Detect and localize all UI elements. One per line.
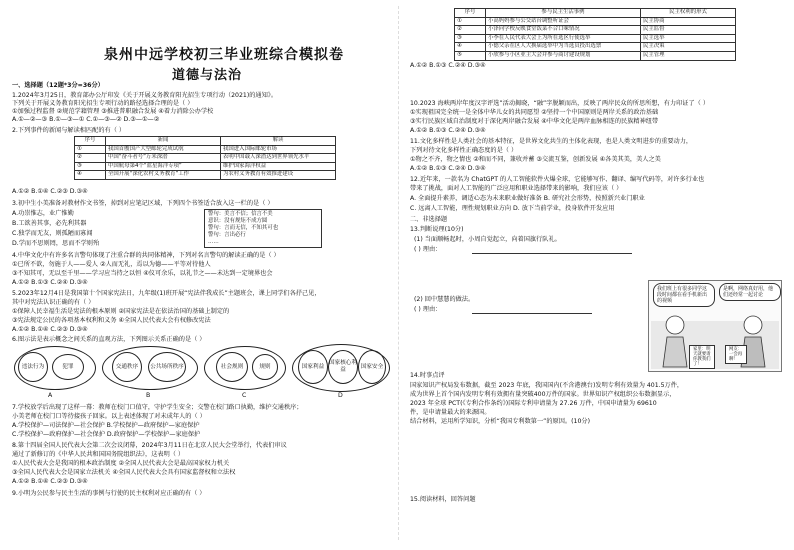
table-cell: 维护国家海洋权益	[221, 162, 336, 171]
q14-line-3: 2023 年全球 PCT(《专利合作条约》)国际专利申请量为 27.26 万件，中国申请量为 69610	[410, 400, 657, 407]
q14-line-4: 件，是申请量最大的来源国。	[410, 409, 491, 416]
q3-line-1: 3.初中生小美准备对教材作文书签，掉到对应笔记区域，下列四个书签适合放入这一栏的是（ ）	[12, 200, 274, 207]
q6-stem: 6.图示法是表示概念之间关系的直观方法，下列图示关系正确的是（ ）	[12, 336, 206, 343]
q13-part2-answer: ( ) 理由：	[414, 306, 442, 313]
q9-stem: 9.小明为公民参与民主生活的事例与行使的民主权利对应正确的有（ ）	[12, 490, 206, 497]
cartoon-right-bubble: 是啊，网络真好用，他们还经常一起讨论	[719, 283, 781, 301]
q2-stem: 2.下列事件的新闻与解读相匹配的有（ ）	[12, 127, 126, 134]
q5-line-4: ③宪法规定公民的各项基本权利和义务 ④全国人民代表大会有权修改宪法	[12, 317, 211, 324]
diagram-d-label: 国家利益	[298, 350, 328, 384]
diagram-label-a: A	[48, 392, 53, 399]
q13-part1: (1) 当面顺畅起时，小周自觉起立，向着国旗行队礼。	[414, 236, 561, 243]
q13-part1-answer: ( ) 理由：	[414, 246, 442, 253]
section-choice-heading: 一、选择题（12题*3分=36分）	[12, 82, 104, 89]
table-row	[455, 17, 736, 26]
table-cell: 小李在人民代表大会上为所在选区行使选举	[486, 34, 641, 43]
q11-options: A.①② B.①③ C.②④ D.③④	[410, 165, 486, 172]
table-cell: 小高妈妈参与公交站台调整听证会	[486, 17, 641, 26]
diagram-label-b: B	[146, 392, 151, 399]
table-cell: 中国“奋斗者号”万米深潜	[106, 154, 221, 163]
table-row	[75, 171, 336, 180]
bookmark-line: 警句：言出必行	[208, 232, 246, 238]
table-row	[75, 154, 336, 163]
q15-heading: 15.阅读材料，回答问题	[410, 496, 476, 503]
q8-line-1: 8.第十四届全国人民代表大会第二次会议闭幕，2024年3月11日在北京人民大会堂举行，代表们审议	[12, 442, 287, 449]
table-cell: 民主监督	[641, 26, 736, 35]
table-cell: 我国首艘国产大型邮轮完成试航	[106, 145, 221, 154]
table-row	[455, 51, 736, 60]
q4-line-1: 4.中华文化中有许多名言警句体现了注重合群的共同体精神，下列对名言警句的解读正确的是（ ）	[12, 252, 280, 259]
table-cell: 民主决策	[641, 43, 736, 52]
q11-line-2: 下列对待文化多样性正确态度的是（ ）	[410, 147, 518, 154]
bookmark-line: 警句：言而无信，不知其可也	[208, 225, 279, 231]
cartoon-right-caption: 网友：一会再聊！	[725, 345, 747, 364]
table-cell: ②	[455, 26, 486, 35]
table-cell: 民主选举	[641, 34, 736, 43]
q11-line-1: 11.文化多样性是人类社会的基本特征，是世界文化共生的主体化表现，也是人类文明进步的重要动力，	[410, 138, 693, 145]
diagram-c-inner: 规则	[252, 354, 278, 380]
q3-option-c: C.独学而无友，则孤陋而寡闻	[12, 230, 93, 237]
q8-line-3: ①人民代表大会是我国的根本政治制度 ②全国人民代表大会是最高国家权力机关	[12, 460, 230, 467]
q4-options: A.①② B.①③ C.②④ D.③④	[12, 279, 88, 286]
bookmark-line: ……	[208, 239, 219, 245]
q9-options: A.①② B.①③ C.②④ D.③④	[410, 62, 486, 69]
school-title: 泉州中远学校初三毕业班综合模拟卷	[104, 47, 344, 63]
q14-line-5: 结合材料，运用所学知识，分析“我国专利数第一”的原因。(10分)	[410, 418, 590, 425]
q12-line-3: A. 全面提升素养，调适心态为未来职业做好准备 B. 研究社会形势，按照新兴业门职业	[410, 195, 645, 202]
q13-heading: 13.判断说理(10分)	[410, 226, 464, 233]
q10-line-1: 10.2023 海峡两岸年度汉字评选”活动揭晓，“融”字脱颖而出，反映了两岸民众的所思所想，有力印证了（ ）	[410, 100, 710, 107]
table-cell: 我国进入国际邮轮市场	[221, 145, 336, 154]
q10-line-2: ①实现祖国完全统一是全体中华儿女的共同愿望 ②坚持一个中国原则是两岸关系的政治基础	[410, 109, 659, 116]
table-cell: 小欣参与小区业主大会并参与商讨建设规划	[486, 51, 641, 60]
q2-table	[74, 136, 336, 180]
table-cell: ④	[455, 43, 486, 52]
q14-line-1: 国家知识产权局发布数据，截至 2023 年底，我国国内(不含港澳台)发明专利有效量为 401.5万件，	[410, 382, 684, 389]
table-row	[455, 43, 736, 52]
bookmark-line: 警句：美言不信；信言不美	[208, 211, 273, 217]
table-cell: 民主协商	[641, 17, 736, 26]
q9-table-header: 民主权利的形式	[641, 9, 736, 18]
table-cell: ④	[75, 171, 106, 180]
q8-options: A.①② B.①④ C.②③ D.③④	[12, 478, 88, 485]
table-row	[455, 26, 736, 35]
table-cell: 全国开展“深化农村义务教育”工作	[106, 171, 221, 180]
q4-line-2: ①已所不欲，勿施于人——爱人 ②人而无礼，焉以为德——平等对待他人	[12, 261, 211, 268]
q2-options: A.①② B.①④ C.②③ D.③④	[12, 188, 88, 195]
q10-line-3: ③实行民族区域自治制度对于深化两岸融合发展 ④中华文化是两岸血脉相连的民族精神纽带	[410, 118, 659, 125]
q2-table-header: 新闻	[106, 137, 221, 146]
cartoon-left-bubble: 我们班上有很多同学这段时间都在看手机新出的视频	[653, 283, 715, 307]
q9-table-header: 序号	[455, 9, 486, 18]
table-cell: 中国航母第4个“蓝星海洋专项”	[106, 162, 221, 171]
diagram-b-label: 交通秩序	[112, 352, 142, 382]
column-divider	[398, 6, 399, 540]
q9-table-header: 参与民主生活事例	[486, 9, 641, 18]
table-row	[455, 34, 736, 43]
table-cell: ①	[75, 145, 106, 154]
q3-option-d: D.学而不思则罔，思而不学则殆	[12, 240, 100, 247]
diagram-c-label: 社会规则	[216, 352, 248, 382]
q3-option-a: A.功崇惟志，业广惟勤	[12, 210, 74, 217]
q12-line-1: 12.近年来，一款名为 ChatGPT 的人工智能软件火爆全球，它能够写作、翻译、编写代码等，对许多行业也	[410, 176, 705, 183]
subject-title: 道德与法治	[172, 68, 243, 83]
table-cell: ①	[455, 17, 486, 26]
q10-options: A.①② B.①③ C.②④ D.③④	[410, 127, 486, 134]
q13-part2-answer-line	[472, 313, 592, 314]
q1-line-2: 下列关于开展义务教育阳光招生专项行动的路径选择合理的是（ ）	[12, 100, 194, 107]
section-nonchoice-heading: 二、非选择题	[410, 216, 448, 223]
q12-line-4: C. 远离人工智能，理性规划职业方向 D. 放下当前学业，投身软件开发应用	[410, 205, 615, 212]
table-cell: 小泽向学校反映食堂饭菜不合口味情况	[486, 26, 641, 35]
table-cell: ②	[75, 154, 106, 163]
q5-line-3: ①保障人民幸福生活是宪法的根本原则 ②国家宪法是在依法治国的基础上制定的	[12, 308, 230, 315]
q5-options: A.①② B.①④ C.②③ D.③④	[12, 326, 88, 333]
diagram-d-inner: 国家核心利益	[328, 350, 358, 384]
q7-line-3: A.学校保护—司法保护—社会保护 B.学校保护—政府保护—家庭保护	[12, 422, 200, 429]
q2-table-header: 序号	[75, 137, 106, 146]
diagram-a-label: 违法行为	[18, 352, 48, 382]
diagram-label-d: D	[338, 392, 343, 399]
q9-table	[454, 8, 736, 61]
q7-line-1: 7.学校放学后出现了这样一幕：教师在校门口值守，守护学生安全；交警在校门路口执勤，维护交通秩序；	[12, 404, 303, 411]
q7-line-2: 小美老师在校门口等待接孩子回家。以上表述体现了对未成年人的（ ）	[12, 413, 206, 420]
q14-line-2: 成为世界上首个国内发明专利有效拥有量突破400万件的国家。世界知识产权组织公布数据显示，	[410, 391, 676, 398]
table-cell: 小德父亲在区人大换届选举中为当选员投出选票	[486, 43, 641, 52]
table-cell: ⑤	[455, 51, 486, 60]
q4-line-3: ③不知其可，无以至千里——学习应当持之以恒 ④仪可余乐，以礼节之——未达到一定境界也会	[12, 270, 273, 277]
table-cell: 民主管理	[641, 51, 736, 60]
table-cell: ③	[455, 34, 486, 43]
diagram-b-mid: 公共场所秩序	[148, 352, 186, 382]
table-cell: ③	[75, 162, 106, 171]
q1-line-1: 1.2024年3月25日，教育部办公厅印发《关于开展义务教育阳光招生专项行动（2021)的通知》。	[12, 92, 278, 99]
table-cell: 为农村义务教育有效推进建设	[221, 171, 336, 180]
q3-option-b: B.工欲善其事，必先利其器	[12, 220, 87, 227]
q5-line-1: 5.2023年12月4日是我国第十个国家宪法日，九年级(1)班开展“宪法伴我成长”主题班会，课上同学们各抒己见，	[12, 290, 321, 297]
q14-heading: 14.时事点评	[410, 372, 445, 379]
q12-line-2: 带来了挑战，面对人工智能的广泛应用和职业选择带来的影响，我们应该（ ）	[410, 185, 623, 192]
table-row	[75, 162, 336, 171]
q5-line-2: 其中对宪法认识正确的有（ ）	[12, 299, 95, 306]
q7-line-4: C.学校保护—政府保护—社会保护 D.政府保护—学校保护—家庭保护	[12, 431, 201, 438]
q13-part2: (2) 回中慧慧的做法。	[414, 296, 475, 303]
q2-table-header: 解读	[221, 137, 336, 146]
cartoon-illustration	[648, 280, 782, 372]
table-row	[75, 145, 336, 154]
cartoon-left-caption: 家里：明天就要请你教我们了！	[689, 345, 715, 369]
q13-part1-answer-line	[472, 253, 632, 254]
q8-line-4: ③全国人民代表大会是国家立法机关 ④全国人民代表大会具有国家监督权和立法权	[12, 469, 236, 476]
table-cell: 表明中国载人深潜达到世界领先水平	[221, 154, 336, 163]
q8-line-2: 通过了新修订的《中华人民共和国国务院组织法》，这表明（ ）	[12, 451, 185, 458]
diagram-a-inner: 犯罪	[52, 354, 84, 380]
q1-options: A.①—②—③ B.①—③—① C.①—③—② D.③—①—②	[12, 116, 160, 123]
diagram-label-c: C	[242, 392, 247, 399]
q1-line-3: ①加强过程监督 ②规范学籍管理 ③推进普职融合发展 ④着力消除公办学校	[12, 108, 214, 115]
bookmark-line: 意识：没有规矩不成方圆	[208, 218, 268, 224]
q11-line-3: ①物之不齐，物之情也 ②和而不同，兼收并蓄 ③交流互鉴，创新发展 ④各美其美，美人之美	[410, 156, 661, 163]
diagram-d-mid: 国家安全	[358, 350, 386, 384]
q3-bookmark-box	[204, 209, 322, 248]
